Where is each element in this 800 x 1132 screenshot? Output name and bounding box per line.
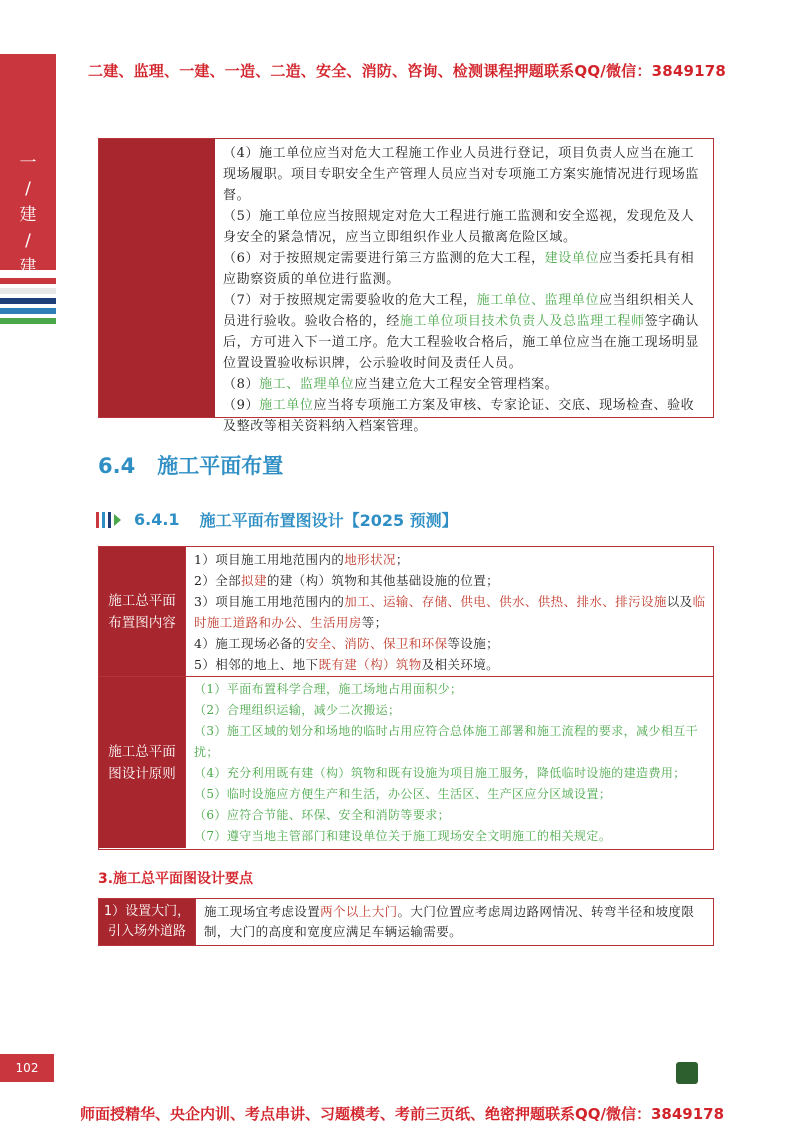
list-item: （5）施工单位应当按照规定对危大工程进行施工监测和安全巡视，发现危及人身安全的紧急情况，应当立即组织作业人员撤离危险区域。	[223, 209, 695, 245]
layout-design-table	[98, 546, 714, 850]
point-label-line: 1）设置大门，	[103, 904, 191, 919]
list-item: 1）项目施工用地范围内的地形状况；	[194, 552, 409, 567]
sidebar-stripes	[0, 278, 56, 328]
stripe	[0, 318, 56, 324]
stripe	[0, 278, 56, 284]
list-item: （7）对于按照规定需要验收的危大工程，施工单位、监理单位应当组织相关人员进行验收。验收合格的，经施工单位项目技术负责人及总监理工程师签字确认后，方可进入下一道工序。危大工程验收合格后，施工单位应当在施工现场明显位置设置验收标识牌，公示验收时间及责任人员。	[223, 293, 700, 371]
list-item: （9）施工单位应当将专项施工方案及审核、专家论证、交底、现场检查、验收及整改等相关资料纳入档案管理。	[223, 398, 695, 434]
list-item: 4）施工现场必备的安全、消防、保卫和环保等设施；	[194, 636, 500, 651]
box-label-column	[99, 139, 215, 417]
list-item: （4）施工单位应当对危大工程施工作业人员进行登记，项目负责人应当在施工现场履职。项目专职安全生产管理人员应当对专项施工方案实施情况进行现场监督。	[223, 146, 700, 203]
section-text: 施工平面布置	[157, 454, 284, 478]
point-label-line: 引入场外道路	[107, 924, 186, 939]
stripe	[0, 298, 56, 304]
list-item: 3）项目施工用地范围内的加工、运输、存储、供电、供水、供热、排水、排污设施以及临时施工道路和办公、生活用房等；	[194, 594, 706, 630]
row-header	[99, 547, 185, 676]
row-header-line: 施工总平面	[108, 592, 176, 609]
list-item: （2）合理组织运输，减少二次搬运；	[194, 703, 401, 717]
sidebar-tab	[0, 54, 56, 277]
list-item: （4）充分利用既有建（构）筑物和既有设施为项目施工服务，降低临时设施的建造费用；	[194, 766, 686, 780]
section-title	[98, 450, 283, 480]
page-number: 102	[0, 1054, 54, 1082]
row-content	[185, 547, 713, 676]
list-item: （8）施工、监理单位应当建立危大工程安全管理档案。	[223, 377, 559, 392]
list-item: （6）应符合节能、环保、安全和消防等要求；	[194, 808, 451, 822]
stripe	[0, 308, 56, 314]
top-banner: 二建、监理、一建、一造、二造、安全、消防、咨询、检测课程押题联系QQ/微信：3849178	[88, 62, 727, 80]
subsection-number: 6.4.1	[134, 510, 180, 529]
sidebar-label: 一 / 建 / 建	[19, 153, 37, 277]
section-marker-icon	[96, 512, 124, 528]
point-label	[99, 899, 195, 945]
point-text	[195, 899, 713, 945]
row-header-line: 施工总平面	[108, 743, 176, 760]
list-item: （7）遵守当地主管部门和建设单位关于施工现场安全文明施工的相关规定。	[194, 829, 612, 843]
subsection-title	[96, 508, 458, 531]
gate-point-box	[98, 898, 714, 946]
list-item: （3）施工区域的划分和场地的临时占用应符合总体施工部署和施工流程的要求，减少相互干扰；	[194, 724, 699, 759]
logo-icon	[676, 1062, 698, 1084]
section-number: 6.4	[98, 454, 136, 478]
row-header	[99, 677, 185, 848]
danger-works-box	[98, 138, 714, 434]
list-item: （5）临时设施应方便生产和生活，办公区、生活区、生产区应分区域设置；	[194, 787, 612, 801]
design-points-heading: 3.施工总平面图设计要点	[98, 871, 254, 887]
bottom-banner: 师面授精华、央企内训、考点串讲、习题模考、考前三页纸、绝密押题联系QQ/微信：3849178	[80, 1105, 725, 1123]
list-item: （1）平面布置科学合理，施工场地占用面积少；	[194, 682, 463, 696]
paragraph: 施工现场宜考虑设置两个以上大门。大门位置应考虑周边路网情况、转弯半径和坡度限制，大门的高度和宽度应满足车辆运输需要。	[204, 904, 695, 939]
table-row	[99, 677, 713, 848]
row-content	[185, 677, 713, 848]
stripe	[0, 288, 56, 294]
list-item: 5）相邻的地上、地下既有建（构）筑物及相关环境。	[194, 657, 500, 672]
list-item: （6）对于按照规定需要进行第三方监测的危大工程，建设单位应当委托具有相应勘察资质的单位进行监测。	[223, 251, 695, 287]
table-row	[99, 547, 713, 677]
row-header-line: 图设计原则	[108, 765, 176, 782]
danger-works-text	[215, 139, 713, 434]
subsection-text: 施工平面布置图设计【2025 预测】	[199, 511, 458, 530]
list-item: 2）全部拟建的建（构）筑物和其他基础设施的位置；	[194, 573, 500, 588]
row-header-line: 布置图内容	[108, 614, 176, 631]
